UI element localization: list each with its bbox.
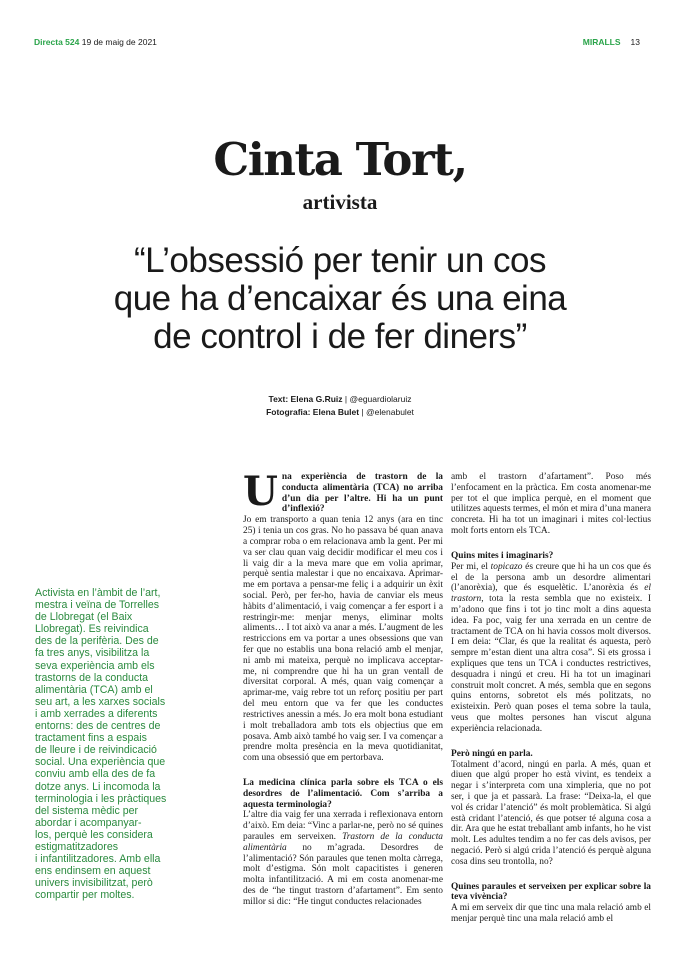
bio-line: mestra i veïna de Torrelles [35, 599, 160, 612]
bio-line: de Llobregat (el Baix [35, 611, 133, 624]
answer-text: és creure que hi ha un cos que és el de la persona amb un desordre alimentari (l’anorèxia), que és esquelètic. L’anorèxia és [451, 561, 651, 594]
bio-line: ens endinsem en aquest [35, 865, 151, 878]
answer-text: no m’agrada. Desordres de l’alimentació? Són paraules que tenen molta càrrega, molt d’estigma. Són molt capacitistes i generen molta infantilització. A mi em costa anomenar-me des de “he tingut trastorn d’afartament”. Em sento millor si dic: “He tingut conductes relacionades [243, 842, 443, 907]
answer-paragraph: A mi em serveix dir que tinc una mala relació amb el menjar perquè tinc una mala relació amb el [451, 903, 651, 925]
interviewee-role: artivista [302, 190, 378, 214]
bio-line: los, perquè les considera [35, 828, 153, 841]
article-credits [0, 393, 680, 419]
bio-line: des de la perifèria. Des de [35, 635, 159, 648]
bio-line: terminologia i les pràctiques [35, 792, 167, 805]
text-credit [0, 393, 680, 406]
article-column-2 [451, 472, 651, 925]
publication-name: Directa 524 [34, 37, 80, 47]
photo-credit [0, 406, 680, 419]
text-credit-handle: | @eguardiolaruiz [344, 394, 412, 404]
lead-question: na experiència de trastorn de la conducta alimentària (TCA) no arriba d’un dia per l’altre. Hi ha un punt d’inflexió? [281, 472, 443, 515]
page-header-right [583, 37, 640, 47]
bio-line: alimentària (TCA) amb el [35, 683, 153, 696]
interview-question: La medicina clínica parla sobre els TCA o els desordres de l’alimentació. Com s’arriba a aquesta terminologia? [243, 777, 443, 810]
bio-line: i infantilitzadores. Amb ella [35, 853, 161, 866]
bio-line: fa tres anys, visibilitza la [35, 647, 150, 660]
interview-question: Però ningú en parla. [451, 748, 533, 759]
bio-line: Activista en l’àmbit de l’art, [35, 587, 161, 599]
quote-line: que ha d’encaixar és una eina [113, 279, 567, 318]
bio-line: dotze anys. Li incomoda la [35, 780, 161, 793]
bio-line: univers invisibilitzat, però [35, 877, 153, 890]
bio-line: abordar i acompanyar- [35, 816, 142, 829]
interview-question: Quins mites i imaginaris? [451, 550, 554, 561]
bio-sidebar [35, 587, 207, 901]
issue-date: 19 de maig de 2021 [81, 37, 157, 47]
bio-line: de lleure i de reivindicació [35, 744, 157, 757]
photo-credit-handle: | @elenabulet [361, 407, 414, 417]
bio-line: social. Una experiència que [35, 756, 166, 769]
bio-line: estigmatitzadores [35, 840, 119, 853]
bio-line: trastorns de la conducta [35, 671, 149, 684]
answer-paragraph: Jo em transporto a quan tenia 12 anys (ara en tinc 25) i tenia un cos gras. No ho passava bé quan anava a comprar roba o em relacionava amb la gent. Per mi va ser clau quan vaig decidir modificar el meu cos i li vaig dir a la meva mare que em volia aprimar, perquè sentia malestar i que no encaixava. Aprimar-me em portava a pensar-me feliç i a adquirir un èxit social. Però, per fer-ho, havia de canviar els meus hàbits d’alimentació, i vaig començar a fer esport i a restringir-me: menjar menys, eliminar molts aliments… I tot això va anar a més. L’augment de les restriccions em va portar a unes obsessions que van fer que no establis una bona relació amb el menjar, ni amb mi mateixa, perquè no implicava acceptar-me, ni comprendre que hi ha un gran ventall de diversitat corporal. A més, quan vaig començar a aprimar-me, vaig rebre tot un reforç positiu per part del meu entorn que va fer que les conductes restrictives anessin a més. Jo era molt bona estudiant i molt treballadora amb tots els objectius que em posava. Amb això també ho vaig ser. I va començar a prendre molta presència en la meva quotidianitat, com una obsessió que em pertorbava. [243, 515, 443, 764]
page-header-left [34, 37, 157, 47]
bio-line: seva experiència amb els [35, 659, 155, 672]
page-number: 13 [630, 37, 640, 47]
bio-line: tractament fins a espais [35, 732, 147, 745]
bio-line: seu art, a les xarxes socials [35, 695, 166, 708]
answer-italic: topicazo [490, 561, 523, 572]
bio-line: compartir per moltes. [35, 889, 135, 902]
answer-italic: el trastorn [451, 583, 651, 605]
answer-text: L’altre dia vaig fer una xerrada i reflexionava entorn d’això. Em deia: “Vinc a parlar-ne, però no sé quines paraules em serveixen. [243, 810, 443, 842]
bio-line: entorns: des de centres de [35, 720, 161, 733]
interviewee-name: Cinta Tort, [213, 133, 467, 186]
answer-paragraph [451, 562, 651, 735]
answer-paragraph [243, 810, 443, 907]
answer-text: Per mi, el [451, 561, 491, 572]
answer-paragraph: Totalment d’acord, ningú en parla. A més, quan et diuen que algú proper ho està vivint, es tendeix a negar i s’interpreta com una ximpleria, que no pot ser, i que ja et passarà. La frase: “Deixa-la, el que vol és cridar l’atenció” és molt problemàtica. Si algú està cridant l’atenció, és que potser té alguna cosa a dir. Ara que he estat treballant amb infants, ho he vist molt. Les adultes tendim a no fer cas dels avisos, per negació. Però si algú crida l’atenció és perquè alguna cosa dins seu trontolla, no? [451, 759, 651, 867]
bio-line: conviu amb ella des de fa [35, 768, 156, 781]
answer-text: , tota la resta sembla que no existeix. I m’adono que fins i tot jo tinc molt a dins aquesta idea. Fa poc, vaig fer una xerrada en un centre de tractament de TCA on hi havia cossos molt diversos. I em deia: “Clar, és que la realitat és aquesta, però sempre m’estan dient una altra cosa”. Si ets grossa i expliques que tens un TCA i conductes restrictives, desquadra i ningú et creu. Hi ha tot un imaginari construit molt concret. A més, sembla que en segons quins entorns, sobretot els més politzats, no existeixin. Però quan poses el tema sobre la taula, veus que moltes persones han viscut alguna experiència relacionada. [451, 594, 651, 734]
bio-line: i amb xerrades a diferents [35, 707, 158, 720]
quote-line: “L’obsessió per tenir un cos [133, 241, 547, 280]
bio-line: del sistema mèdic per [35, 804, 139, 817]
quote-line: de control i de fer diners” [153, 317, 527, 356]
section-name: MIRALLS [582, 37, 621, 47]
drop-cap: U [243, 468, 278, 515]
article-column-1 [243, 468, 443, 908]
pull-quote [60, 242, 620, 356]
text-credit-label: Text: Elena G.Ruiz [268, 394, 343, 404]
answer-paragraph: amb el trastorn d’afartament”. Poso més l’enfocament en la pràctica. Em costa anomenar-me per tot el que implica perquè, en el moment que utilitzes aquests termes, el món et mira d’una manera concreta. Hi ha tot un imaginari i mites col·lectius molt forts entorn els TCA. [451, 472, 651, 537]
bio-line: Llobregat). Es reivindica [35, 623, 149, 636]
answer-italic: Trastorn de la conducta alimentària [243, 832, 443, 853]
interview-question: Quines paraules et serveixen per explicar sobre la teva vivència? [451, 881, 651, 903]
photo-credit-label: Fotografia: Elena Bulet [266, 407, 360, 417]
